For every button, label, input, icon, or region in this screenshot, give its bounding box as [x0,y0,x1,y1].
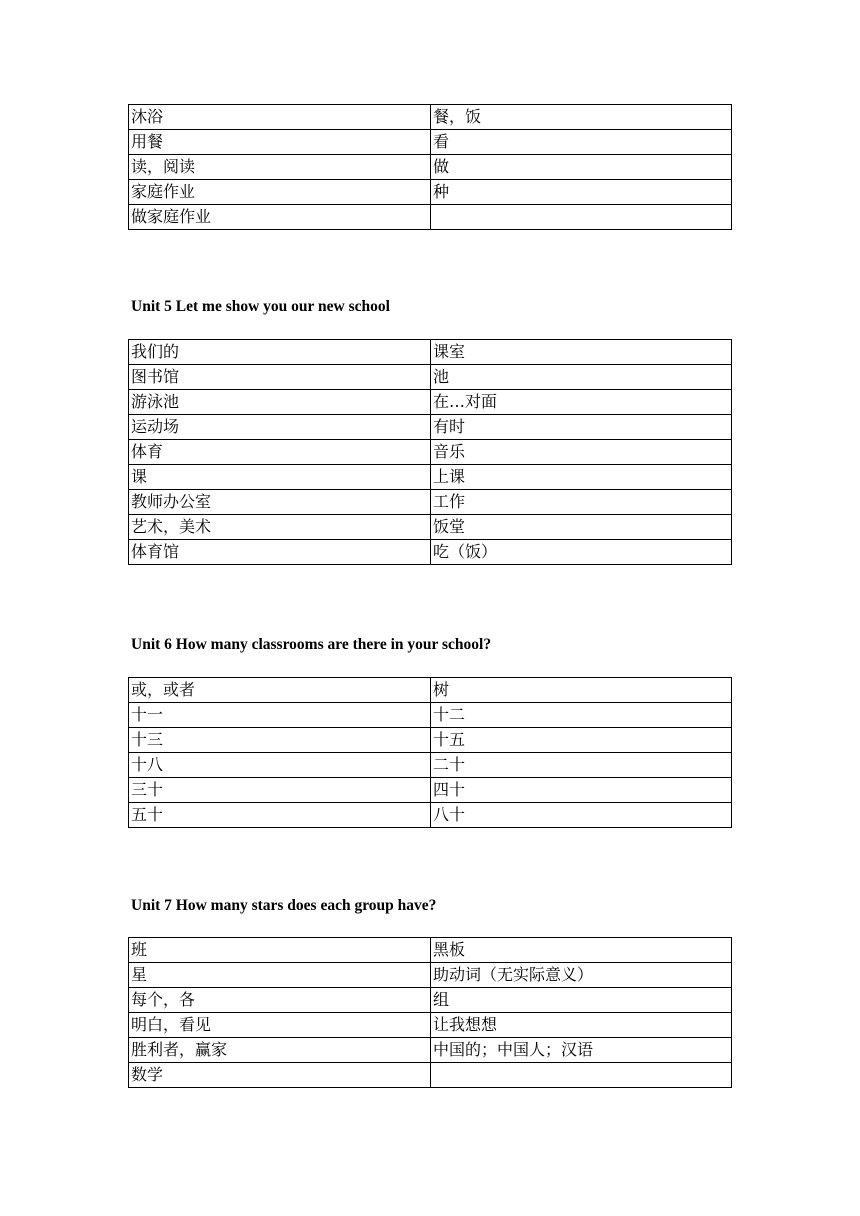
table-cell-right: 黑板 [431,938,732,963]
table-cell-left: 班 [129,938,431,963]
table-row [129,340,732,365]
table-row [129,678,732,703]
table-cell-right: 看 [431,130,732,155]
table-row [129,180,732,205]
table-row [129,778,732,803]
table-cell-right: 音乐 [431,440,732,465]
table-row [129,365,732,390]
table-row [129,803,732,828]
table-cell-left: 十三 [129,728,431,753]
table-row [129,728,732,753]
table-row [129,988,732,1013]
table-row [129,205,732,230]
table-cell-left: 明白，看见 [129,1013,431,1038]
table-row [129,515,732,540]
table-cell-left: 图书馆 [129,365,431,390]
table-cell-right: 树 [431,678,732,703]
table-cell-right: 工作 [431,490,732,515]
table-row [129,105,732,130]
table-cell-right: 助动词（无实际意义） [431,963,732,988]
table-cell-left: 或，或者 [129,678,431,703]
table-cell-left: 五十 [129,803,431,828]
table-cell-left: 我们的 [129,340,431,365]
table-cell-right: 组 [431,988,732,1013]
table-cell-right: 课室 [431,340,732,365]
table-cell-right: 中国的；中国人；汉语 [431,1038,732,1063]
table-cell-left: 体育 [129,440,431,465]
table-cell-right: 上课 [431,465,732,490]
vocab-table-block-1 [128,339,732,565]
table-cell-left: 沐浴 [129,105,431,130]
section-heading-unit-6: Unit 6 How many classrooms are there in your school? [131,636,492,653]
table-row [129,440,732,465]
table-cell-left: 运动场 [129,415,431,440]
table-row [129,490,732,515]
table-row [129,155,732,180]
table-cell-right: 八十 [431,803,732,828]
table-cell-right: 二十 [431,753,732,778]
table-cell-left: 十一 [129,703,431,728]
table-cell-left: 游泳池 [129,390,431,415]
table-row [129,753,732,778]
table-row [129,963,732,988]
table-cell-right: 种 [431,180,732,205]
table-cell-right [431,1063,732,1088]
vocab-table-block-3 [128,937,732,1088]
table-row [129,938,732,963]
table-cell-left: 家庭作业 [129,180,431,205]
table-row [129,540,732,565]
section-heading-unit-7: Unit 7 How many stars does each group have? [131,897,437,914]
table-row [129,1038,732,1063]
table-cell-left: 每个，各 [129,988,431,1013]
table-cell-right: 在…对面 [431,390,732,415]
table-cell-right [431,205,732,230]
table-cell-left: 胜利者，赢家 [129,1038,431,1063]
table-cell-right: 四十 [431,778,732,803]
table-row [129,1013,732,1038]
table-row [129,465,732,490]
table-cell-left: 三十 [129,778,431,803]
table-row [129,1063,732,1088]
table-cell-left: 教师办公室 [129,490,431,515]
table-cell-left: 艺术，美术 [129,515,431,540]
table-cell-left: 课 [129,465,431,490]
table-cell-left: 用餐 [129,130,431,155]
vocab-table-block-2 [128,677,732,828]
table-cell-right: 餐，饭 [431,105,732,130]
table-cell-right: 让我想想 [431,1013,732,1038]
table-row [129,130,732,155]
table-row [129,415,732,440]
table-cell-left: 做家庭作业 [129,205,431,230]
table-row [129,703,732,728]
vocab-table [128,677,732,828]
vocab-table-block-0 [128,104,732,230]
table-cell-right: 有时 [431,415,732,440]
table-cell-left: 十八 [129,753,431,778]
table-cell-right: 吃（饭） [431,540,732,565]
table-cell-right: 十二 [431,703,732,728]
table-cell-right: 池 [431,365,732,390]
table-cell-left: 读，阅读 [129,155,431,180]
table-cell-left: 体育馆 [129,540,431,565]
vocab-table [128,339,732,565]
table-cell-right: 十五 [431,728,732,753]
vocab-table [128,937,732,1088]
table-cell-right: 做 [431,155,732,180]
section-heading-unit-5: Unit 5 Let me show you our new school [131,298,390,315]
table-cell-left: 数学 [129,1063,431,1088]
table-cell-left: 星 [129,963,431,988]
table-row [129,390,732,415]
table-cell-right: 饭堂 [431,515,732,540]
vocab-table [128,104,732,230]
